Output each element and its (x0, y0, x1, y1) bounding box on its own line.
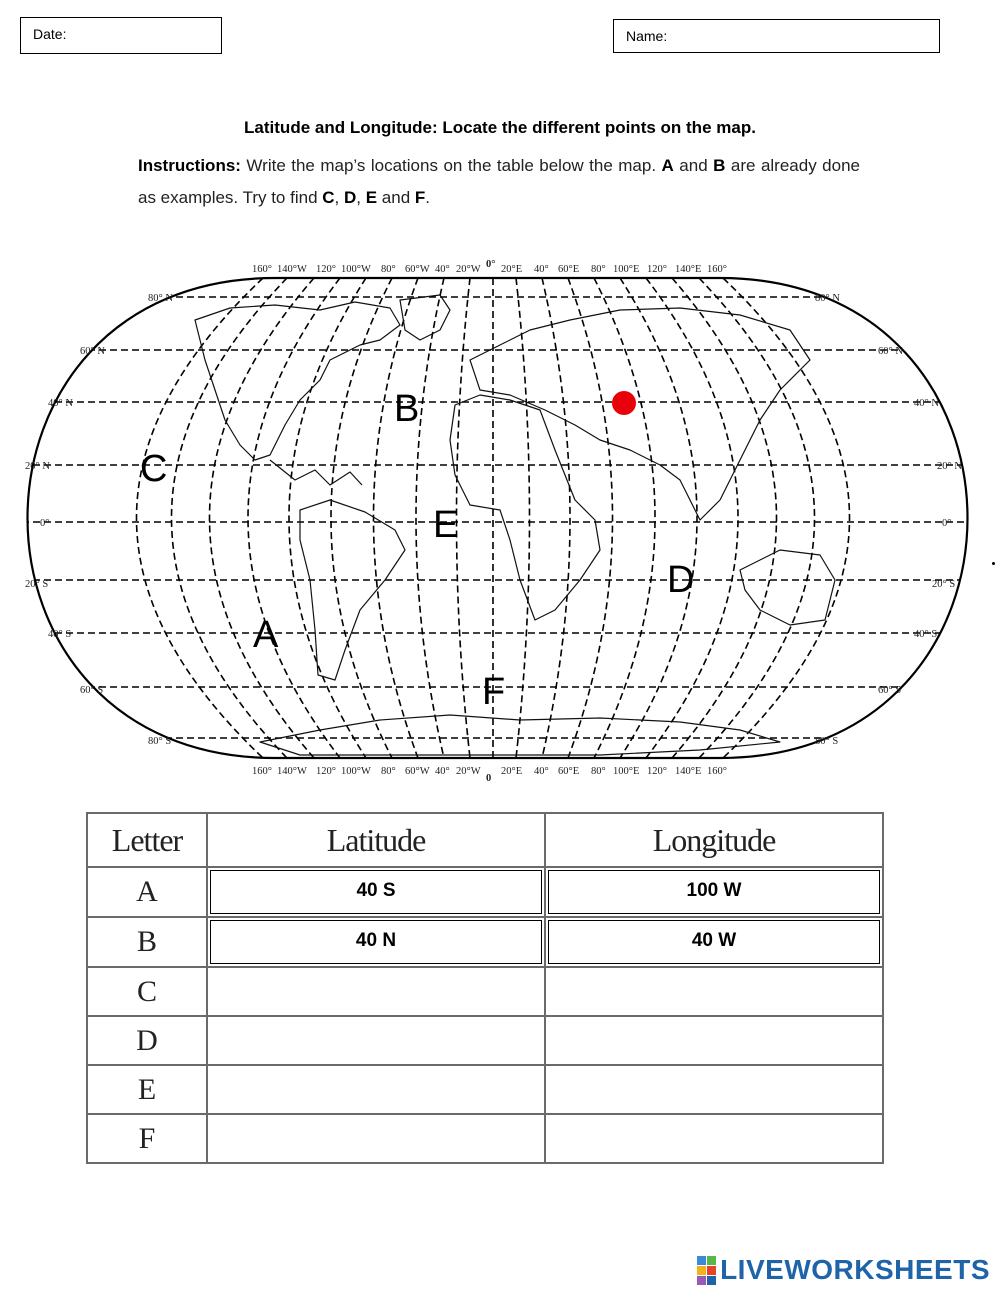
table-row (87, 1016, 883, 1065)
longitude-label: 160° (252, 264, 272, 275)
brand-text: LIVEWORKSHEETS (720, 1254, 990, 1285)
longitude-label: 60°W (405, 264, 430, 275)
longitude-answer-cell[interactable] (545, 967, 883, 1016)
instructions-lead: Instructions: (138, 156, 241, 175)
instr-and: and (377, 188, 415, 207)
south-america (300, 500, 405, 680)
longitude-label: 100°E (613, 766, 640, 777)
instr-sep: , (334, 188, 344, 207)
world-map (0, 250, 1000, 790)
longitude-label: 0 (486, 773, 492, 784)
longitude-answer-cell[interactable] (545, 1016, 883, 1065)
point-d: D (667, 559, 695, 601)
latitude-answer-cell[interactable] (207, 1016, 545, 1065)
meridian (331, 278, 392, 758)
longitude-label: 20°W (456, 766, 481, 777)
row-letter: A (87, 867, 207, 917)
lat-label: 20° N (937, 461, 962, 472)
row-letter: D (87, 1016, 207, 1065)
latitude-answer-cell[interactable] (207, 1065, 545, 1114)
longitude-label: 140°E (675, 766, 702, 777)
top-longitude-labels (252, 259, 727, 275)
longitude-label: 80° (591, 766, 606, 777)
longitude-label: 40° (534, 766, 549, 777)
latitude-answer-cell[interactable] (207, 967, 545, 1016)
north-america (195, 302, 400, 460)
longitude-answer-cell[interactable] (545, 1114, 883, 1163)
longitude-label: 160° (707, 264, 727, 275)
instr-c: C (322, 188, 335, 207)
longitude-label: 40° (534, 264, 549, 275)
longitude-label: 60°E (558, 264, 580, 275)
lat-label: 0° (942, 518, 952, 529)
table-row (87, 967, 883, 1016)
lat-label: 40° S (48, 629, 72, 640)
row-letter: B (87, 917, 207, 967)
longitude-label: 20°E (501, 766, 523, 777)
right-latitude-labels (815, 293, 962, 747)
longitude-label: 120° (647, 264, 667, 275)
lat-label: 80° N (815, 293, 840, 304)
name-field[interactable] (613, 19, 940, 53)
longitude-label: 100°W (341, 264, 371, 275)
instr-sep: , (356, 188, 366, 207)
longitude-label: 80° (381, 766, 396, 777)
longitude-answer-field[interactable]: 40 W (548, 920, 880, 964)
longitude-label: 100°W (341, 766, 371, 777)
latitude-answer-field[interactable]: 40 N (210, 920, 542, 964)
central-america (270, 460, 362, 485)
longitude-label: 60°E (558, 766, 580, 777)
instr-b: B (713, 156, 726, 175)
row-letter: F (87, 1114, 207, 1163)
longitude-label: 160° (707, 766, 727, 777)
table-header-row (87, 813, 883, 867)
meridian (594, 278, 655, 758)
lat-label: 20° N (25, 461, 50, 472)
point-b: B (394, 388, 420, 430)
point-e: E (433, 504, 459, 546)
instr-and: and (673, 156, 714, 175)
lat-label: 80° S (815, 736, 839, 747)
lat-label: 0° (40, 518, 50, 529)
point-a: A (253, 614, 279, 656)
longitude-label: 40° (435, 766, 450, 777)
longitude-label: 20°W (456, 264, 481, 275)
point-f: F (482, 671, 506, 713)
row-letter: C (87, 967, 207, 1016)
name-label: Name: (626, 28, 668, 44)
row-letter: E (87, 1065, 207, 1114)
bottom-longitude-labels (252, 766, 727, 784)
logo-blocks-icon (697, 1256, 716, 1285)
longitude-label: 0° (486, 259, 496, 270)
longitude-label: 120° (316, 766, 336, 777)
point-c: C (140, 448, 168, 490)
instr-f: F (414, 188, 426, 207)
lat-label: 80° S (148, 736, 172, 747)
worksheet-title: Latitude and Longitude: Locate the different points on the map. (244, 118, 756, 137)
instr-a: A (661, 156, 674, 175)
lat-label: 60° N (80, 346, 105, 357)
longitude-label: 20°E (501, 264, 523, 275)
instructions-text: are already done as examples. Try to find (138, 156, 860, 207)
longitude-label: 60°W (405, 766, 430, 777)
stray-dot (992, 562, 995, 565)
longitude-label: 80° (381, 264, 396, 275)
answer-table (86, 812, 884, 1164)
longitude-label: 80° (591, 264, 606, 275)
header-latitude: Latitude (207, 813, 545, 867)
latitude-answer-field[interactable]: 40 S (210, 870, 542, 914)
longitude-label: 140°W (277, 766, 307, 777)
africa (450, 395, 600, 620)
table-row (87, 1114, 883, 1163)
lat-label: 20° S (25, 579, 49, 590)
lat-label: 40° N (914, 398, 939, 409)
instr-d: D (343, 188, 357, 207)
australia (740, 550, 835, 625)
lat-label: 60° S (878, 685, 902, 696)
longitude-label: 40° (435, 264, 450, 275)
latitude-answer-cell[interactable] (207, 1114, 545, 1163)
longitude-answer-field[interactable]: 100 W (548, 870, 880, 914)
lat-label: 80° N (148, 293, 173, 304)
continents (195, 295, 835, 755)
date-field[interactable] (20, 17, 222, 54)
longitude-answer-cell[interactable] (545, 1065, 883, 1114)
longitude-label: 160° (252, 766, 272, 777)
eurasia (470, 308, 810, 520)
date-label: Date: (33, 26, 67, 42)
lat-label: 60° S (80, 685, 104, 696)
liveworksheets-logo[interactable] (697, 1254, 990, 1286)
instructions (138, 150, 860, 214)
lat-label: 40° S (914, 629, 938, 640)
lat-label: 40° N (48, 398, 73, 409)
longitude-label: 140°W (277, 264, 307, 275)
instructions-text: Write the map’s locations on the table below the map. (240, 156, 662, 175)
longitude-label: 120° (316, 264, 336, 275)
header-letter: Letter (87, 813, 207, 867)
table-row (87, 917, 883, 967)
greenland (400, 295, 450, 340)
instr-e: E (365, 188, 378, 207)
longitude-label: 140°E (675, 264, 702, 275)
table-row (87, 1065, 883, 1114)
location-marker-dot (612, 391, 636, 415)
table-row (87, 867, 883, 917)
left-latitude-labels (25, 293, 173, 747)
instr-period: . (425, 188, 430, 207)
lat-label: 20° S (932, 579, 956, 590)
header-longitude: Longitude (545, 813, 883, 867)
lat-label: 60° N (878, 346, 903, 357)
longitude-label: 100°E (613, 264, 640, 275)
longitude-label: 120° (647, 766, 667, 777)
